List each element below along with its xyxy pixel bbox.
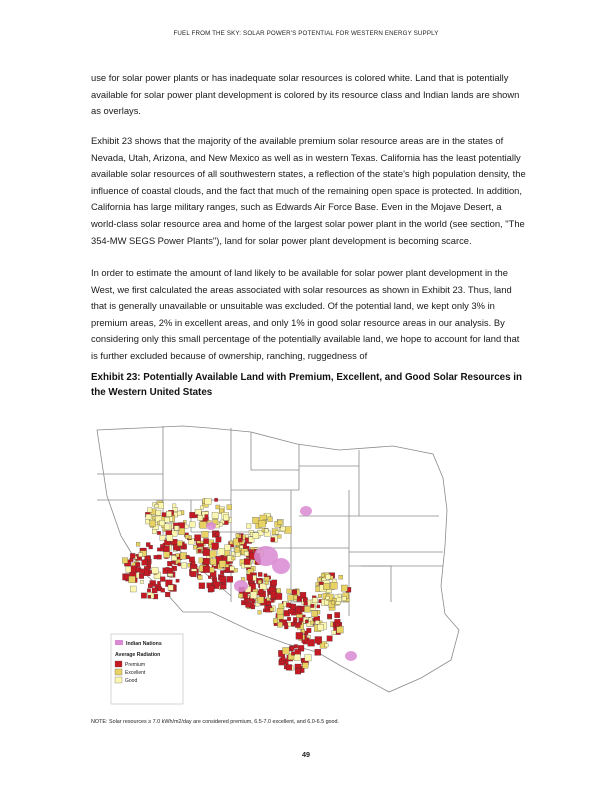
resource-cell (326, 574, 331, 579)
resource-cell (300, 592, 306, 598)
resource-cell (288, 595, 294, 601)
resource-cell (162, 513, 166, 517)
resource-cell (339, 575, 343, 579)
resource-cell (199, 583, 205, 589)
resource-cell (174, 526, 179, 531)
resource-cell (326, 596, 329, 599)
resource-cell (164, 524, 170, 530)
resource-cell (270, 608, 274, 612)
resource-cell (276, 593, 282, 599)
resource-cell (177, 511, 181, 515)
resource-cell (258, 611, 262, 615)
resource-cell (181, 563, 187, 569)
resource-cell (142, 560, 148, 566)
resource-cell (176, 554, 179, 557)
resource-cell (295, 668, 301, 674)
resource-cell (167, 535, 173, 541)
body-paragraph-1: use for solar power plants or has inadequate solar resources is colored white. Land that is potentially available for solar power plant development is colored by its resource class and Indian lands are shown as overlays. (91, 72, 520, 117)
resource-cell (130, 553, 135, 558)
resource-cell (238, 538, 242, 542)
legend-label-good: Good (125, 678, 138, 684)
resource-cell (191, 571, 197, 577)
resource-cell (130, 558, 134, 562)
resource-cell (230, 566, 235, 571)
indian-nation-overlay (300, 506, 312, 516)
resource-cell (147, 508, 152, 513)
legend-label-excellent: Excellent (125, 670, 146, 676)
resource-cell (166, 567, 170, 571)
resource-cell (208, 586, 214, 592)
resource-cell (183, 546, 187, 550)
resource-cell (215, 498, 218, 501)
resource-cell (208, 576, 211, 579)
resource-cell (246, 524, 251, 529)
resource-cell (166, 511, 171, 516)
resource-cell (132, 563, 136, 567)
resource-cell (200, 506, 204, 510)
resource-cell (244, 598, 249, 603)
resource-cell (338, 594, 342, 598)
resource-cell (152, 588, 157, 593)
resource-cell (232, 557, 236, 561)
resource-cell (296, 607, 301, 612)
resource-cell (272, 580, 277, 585)
resource-cell (164, 552, 170, 558)
resource-cell (278, 535, 282, 539)
resource-cell (304, 606, 310, 612)
resource-cell (245, 535, 248, 538)
exhibit-title: Exhibit 23: Potentially Available Land with Premium, Excellent, and Good Solar Resources in the Western United States (91, 372, 522, 398)
resource-cell (203, 566, 210, 573)
resource-cell (285, 623, 288, 626)
resource-cell (246, 602, 251, 607)
resource-cell (286, 603, 291, 608)
resource-cell (219, 561, 226, 568)
resource-cell (258, 572, 262, 576)
resource-cell (215, 532, 219, 536)
figure-note: NOTE: Solar resources ≥ 7.0 kWh/m2/day are considered premium, 6.5-7.0 excellent, and 6.0-6.5 good. (91, 719, 340, 725)
resource-cell (268, 517, 273, 522)
resource-cell (160, 548, 164, 552)
resource-cell (296, 632, 303, 639)
resource-cell (205, 515, 209, 519)
resource-cell (332, 631, 336, 635)
resource-cell (227, 505, 232, 510)
resource-cell (315, 637, 322, 644)
resource-cell (317, 605, 320, 608)
legend-label-indian-nations: Indian Nations (126, 641, 162, 647)
resource-cell (327, 614, 332, 619)
resource-cell (191, 561, 195, 565)
resource-cell (227, 576, 233, 582)
resource-cell (210, 559, 216, 565)
resource-cell (318, 594, 322, 598)
resource-cell (139, 553, 143, 557)
resource-cell (149, 545, 153, 549)
resource-cell (225, 545, 231, 551)
resource-cell (161, 588, 165, 592)
resource-cell (195, 535, 201, 541)
resource-cell (122, 558, 128, 564)
resource-cell (202, 531, 209, 538)
resource-cell (258, 580, 262, 584)
resource-cell (147, 589, 151, 593)
resource-cell (157, 581, 160, 584)
resource-cell (240, 545, 243, 548)
resource-cell (165, 592, 170, 597)
resource-cell (148, 595, 151, 598)
resource-cell (209, 545, 212, 548)
resource-cell (293, 617, 297, 621)
resource-cell (290, 646, 294, 650)
resource-cell (303, 597, 307, 601)
resource-cell (315, 649, 321, 655)
resource-cell (159, 520, 165, 526)
resource-cell (253, 517, 260, 524)
resource-cell (292, 590, 297, 595)
resource-cell (198, 575, 203, 580)
running-header: FUEL FROM THE SKY: SOLAR POWER'S POTENTIAL FOR WESTERN ENERGY SUPPLY (173, 30, 439, 37)
resource-cell (307, 628, 312, 633)
resource-cell (146, 514, 151, 519)
resource-cell (278, 520, 283, 525)
legend-label-premium: Premium (125, 662, 146, 668)
resource-cell (283, 648, 290, 655)
resource-cell (223, 556, 228, 561)
resource-cell (168, 585, 173, 590)
resource-cell (205, 498, 212, 505)
resource-cell (265, 529, 269, 533)
resource-cell (152, 516, 155, 519)
resource-cell (264, 574, 267, 577)
resource-cell (265, 606, 269, 610)
resource-cell (302, 640, 305, 643)
resource-cell (177, 541, 182, 546)
resource-cell (130, 586, 136, 592)
resource-cell (198, 515, 203, 520)
resource-cell (148, 584, 152, 588)
resource-cell (157, 555, 161, 559)
resource-cell (156, 510, 161, 515)
solar-resource-map (91, 416, 521, 708)
resource-cell (154, 555, 158, 559)
resource-cell (275, 531, 278, 534)
resource-cell (136, 562, 140, 566)
resource-cell (190, 522, 196, 528)
indian-nation-overlay (206, 522, 216, 530)
resource-cell (321, 573, 325, 577)
resource-cell (330, 582, 337, 589)
resource-cell (325, 644, 329, 648)
resource-cell (310, 621, 314, 625)
resource-cell (317, 578, 321, 582)
resource-cell (316, 582, 319, 585)
resource-cell (203, 549, 210, 556)
resource-cell (281, 527, 286, 532)
resource-cell (163, 546, 169, 552)
resource-cell (186, 556, 189, 559)
resource-cell (305, 655, 312, 662)
resource-cell (200, 522, 207, 529)
resource-cell (308, 639, 315, 646)
resource-cell (216, 537, 222, 543)
resource-cell (327, 636, 333, 642)
legend-swatch-excellent (115, 669, 122, 675)
resource-cell (140, 580, 143, 583)
resource-cell (295, 623, 300, 628)
map-legend (111, 634, 183, 704)
map-canvas (91, 416, 521, 708)
resource-cell (291, 622, 295, 626)
resource-cell (172, 504, 176, 508)
resource-cell (160, 577, 165, 582)
page-number: 49 (302, 750, 310, 759)
resource-cell (332, 601, 335, 604)
resource-cell (231, 552, 234, 555)
resource-cell (141, 593, 146, 598)
resource-cell (158, 503, 164, 509)
resource-cell (312, 611, 318, 617)
resource-cell (247, 574, 253, 580)
resource-cell (286, 665, 292, 671)
resource-cell (277, 589, 281, 593)
resource-cell (259, 589, 263, 593)
resource-cell (157, 531, 160, 534)
legend-swatch-good (115, 677, 122, 683)
resource-cell (318, 624, 324, 630)
resource-cell (281, 657, 285, 661)
resource-cell (226, 564, 229, 567)
body-paragraph-2: Exhibit 23 shows that the majority of the available premium solar resource areas are in the states of Nevada, Utah, Arizona, and New Mexico as well as in western Texas. California has the least potentially available solar resources of all southwestern states, a reflection of the state's high population density, the influence of coastal clouds, and the fact that much of the remaining open space is protected. In addition, California has large military ranges, such as Edwards Air Force Base. Even in the Mojave Desert, a world-class solar resource area and home of the largest solar power plant in the world (see section, "The 354-MW SEGS Power Plants"), land for solar power plant development is becoming scarce. (91, 135, 526, 246)
resource-cell (259, 520, 266, 527)
resource-cell (337, 626, 344, 633)
legend-heading: Average Radiation (115, 652, 161, 658)
resource-cell (216, 505, 220, 509)
resource-cell (278, 622, 283, 627)
resource-cell (150, 520, 156, 526)
indian-nation-overlay (345, 651, 357, 661)
resource-cell (265, 581, 269, 585)
legend-swatch-premium (115, 661, 122, 667)
resource-cell (165, 517, 170, 522)
resource-cell (342, 597, 346, 601)
resource-cell (294, 645, 298, 649)
resource-cell (288, 609, 293, 614)
resource-cell (212, 512, 218, 518)
legend-swatch-indian-nations (115, 640, 123, 645)
resource-cell (220, 571, 224, 575)
resource-cell (250, 592, 257, 599)
resource-cell (203, 539, 208, 544)
resource-cell (291, 652, 295, 656)
resource-cell (149, 570, 152, 573)
indian-nation-overlay (272, 558, 290, 574)
resource-cell (230, 541, 233, 544)
resource-cell (220, 576, 226, 582)
resource-cell (253, 533, 259, 539)
resource-cell (235, 547, 240, 552)
resource-cell (219, 523, 223, 527)
resource-cell (152, 529, 157, 534)
resource-cell (271, 599, 274, 602)
resource-cell (152, 567, 158, 573)
resource-cell (251, 605, 255, 609)
resource-cell (155, 504, 159, 508)
resource-cell (178, 563, 181, 566)
resource-cell (218, 548, 225, 555)
resource-cell (311, 604, 315, 608)
resource-cell (336, 623, 340, 627)
resource-cell (139, 574, 144, 579)
resource-cell (258, 597, 264, 603)
resource-cell (315, 621, 319, 625)
resource-cell (287, 617, 291, 621)
resource-cell (190, 512, 196, 518)
resource-cell (198, 549, 201, 552)
resource-cell (239, 594, 243, 598)
resource-cell (236, 534, 239, 537)
resource-cell (304, 602, 308, 606)
resource-cell (341, 585, 347, 591)
resource-cell (303, 663, 309, 669)
resource-cell (244, 551, 249, 556)
resource-cell (176, 579, 179, 582)
resource-cell (136, 542, 140, 546)
resource-cell (140, 569, 145, 574)
resource-cell (212, 543, 219, 550)
resource-cell (223, 515, 229, 521)
resource-cell (185, 525, 189, 529)
resource-cell (277, 608, 283, 614)
resource-cell (129, 576, 136, 583)
indian-nation-overlay (234, 580, 248, 592)
body-paragraph-3: In order to estimate the amount of land likely to be available for solar power plant development in the West, we first calculated the areas associated with solar resources as shown in Exhibit 23. Thus, land that is generally unavailable or unsuitable was excluded. Of the potential land, we kept only 3% in premium areas, 2% in excellent areas, and only 1% in good solar resource areas in our analysis. By considering only this small percentage of the potentially available land, we hope to account for land that is further excluded because of ownership, ranching, ruggedness of (91, 267, 520, 361)
resource-cell (335, 612, 340, 617)
resource-cell (305, 620, 308, 623)
resource-cell (287, 589, 292, 594)
resource-cell (312, 598, 317, 603)
resource-cell (290, 604, 296, 610)
resource-cell (323, 583, 329, 589)
resource-cell (167, 561, 172, 566)
resource-cell (271, 538, 275, 542)
resource-cell (204, 558, 210, 564)
resource-cell (185, 535, 189, 539)
